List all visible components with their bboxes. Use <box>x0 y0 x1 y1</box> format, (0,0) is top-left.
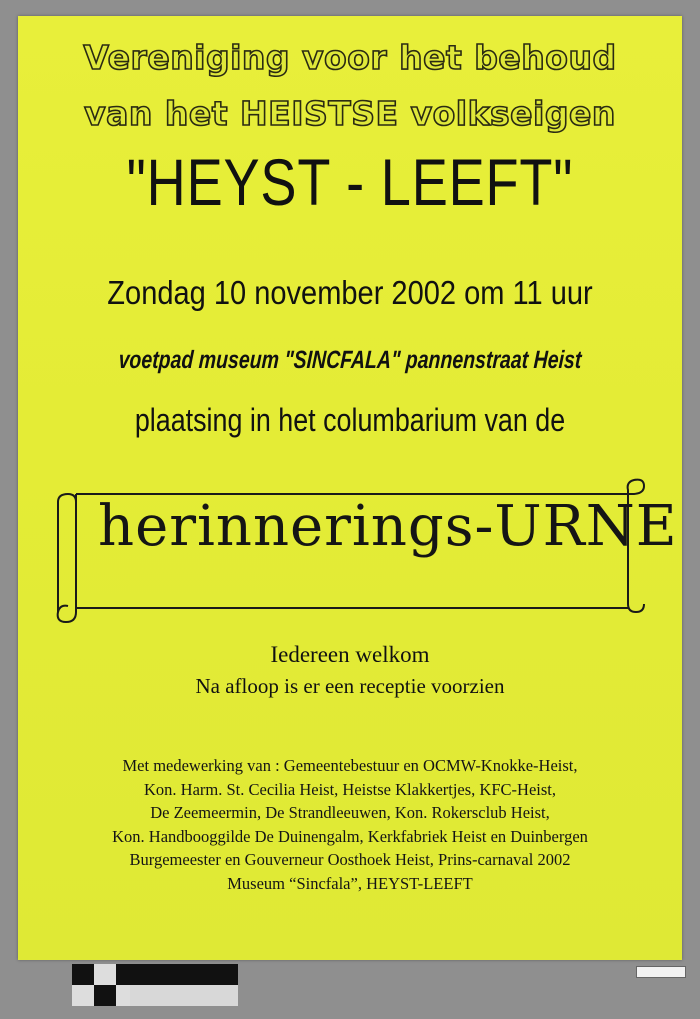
credits-line: Met medewerking van : Gemeentebestuur en OCMW-Knokke-Heist, <box>122 756 578 775</box>
welcome-text: Iedereen welkom <box>270 642 430 667</box>
archive-label <box>636 966 686 978</box>
credits-line: Museum “Sincfala”, HEYST-LEEFT <box>227 873 473 893</box>
scale-bar-light <box>130 985 238 1006</box>
credits-line: Kon. Harm. St. Cecilia Heist, Heistse Klakkertjes, KFC-Heist, <box>144 779 556 799</box>
heading-line-2: van het HEISTSE volkseigen <box>84 94 616 133</box>
credits-line: Kon. Handbooggilde De Duinengalm, Kerkfabriek Heist en Duinbergen <box>112 826 588 846</box>
credits-line: Burgemeester en Gouverneur Oosthoek Heist, Prins-carnaval 2002 <box>129 850 571 869</box>
placement-text: plaatsing in het columbarium van de <box>134 402 566 438</box>
heading-line-1: Vereniging voor het behoud <box>83 38 617 77</box>
urne-banner-text: herinnerings-URNE <box>98 494 678 559</box>
scale-bar-dark <box>130 964 238 985</box>
event-date: Zondag 10 november 2002 om 11 uur <box>107 274 593 311</box>
event-location: voetpad museum "SINCFALA" pannenstraat Heist <box>117 346 583 374</box>
credits-line: De Zeemeermin, De Strandleeuwen, Kon. Rokersclub Heist, <box>150 803 550 822</box>
organization-name: "HEYST - LEEFT" <box>126 145 574 219</box>
reception-text: Na afloop is er een receptie voorzien <box>195 674 505 698</box>
credits-block <box>18 754 682 895</box>
poster <box>18 16 682 960</box>
